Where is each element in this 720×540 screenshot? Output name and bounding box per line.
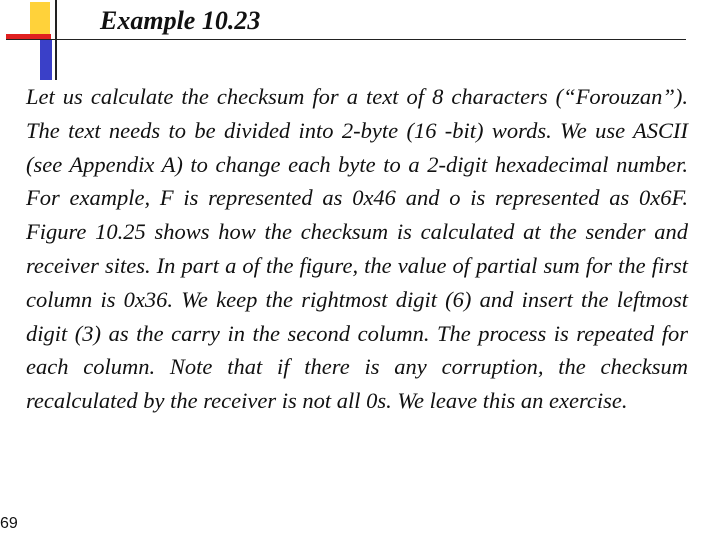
title-underline-rule: [6, 39, 686, 40]
body-paragraph: Let us calculate the checksum for a text of 8 characters (“Forouzan”). The text needs to be divided into 2-byte (16 -bit) words. We use ASCII (see Appendix A) to change each byte to a 2-digit hexadecimal number. For example, F is represented as 0x46 and o is represented as 0x6F. Figure 10.25 shows how the checksum is calculated at the sender and receiver sites. In part a of the figure, the value of partial sum for the first column is 0x36. We keep the rightmost digit (6) and insert the leftmost digit (3) as the carry in the second column. The process is repeated for each column. Note that if there is any corruption, the checksum recalculated by the receiver is not all 0s. We leave this an exercise.: [26, 84, 688, 414]
slide-title: Example 10.23: [100, 6, 261, 35]
decorative-blue-block: [40, 40, 52, 80]
decorative-vertical-rule: [55, 0, 57, 80]
decorative-yellow-block: [30, 2, 50, 37]
page-number: 69: [0, 515, 18, 532]
